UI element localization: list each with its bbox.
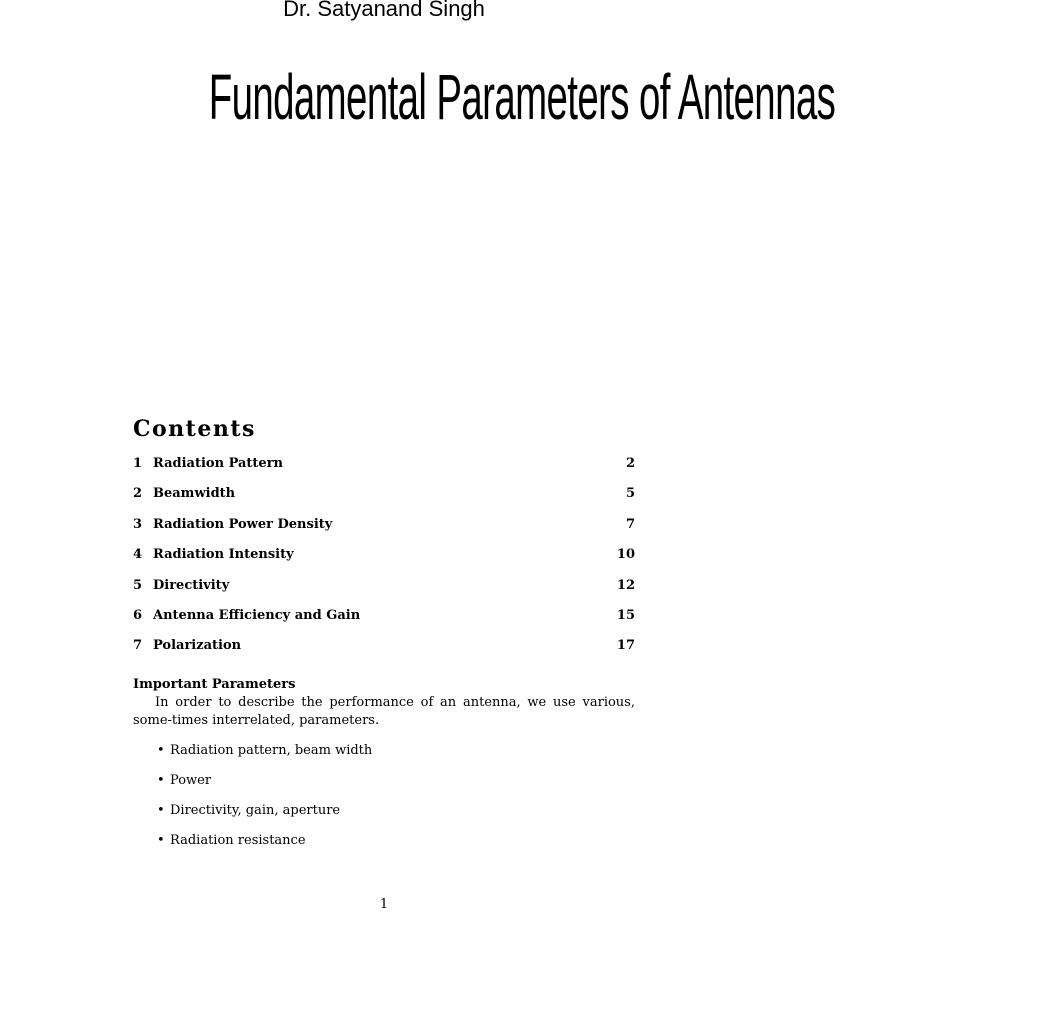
important-parameters-section (133, 676, 635, 862)
toc-entry-label: Beamwidth (153, 486, 236, 502)
toc-entry-label: Antenna Efficiency and Gain (153, 607, 361, 623)
toc-entry[interactable] (133, 482, 635, 512)
document-title-text: Fundamental Parameters of Antennas (208, 61, 836, 133)
table-of-contents (133, 452, 635, 665)
list-item-text: Directivity, gain, aperture (170, 803, 341, 818)
toc-entry-page: 15 (616, 607, 635, 623)
document-title (0, 52, 836, 142)
parameter-list (133, 742, 635, 862)
toc-entry-page: 7 (625, 516, 635, 532)
toc-entry[interactable] (133, 452, 635, 482)
toc-entry-label: Radiation Pattern (153, 456, 283, 471)
bullet-icon: • (157, 833, 165, 848)
list-item-text: Radiation pattern, beam width (170, 743, 373, 758)
bullet-icon: • (157, 803, 165, 818)
toc-entry[interactable] (133, 574, 635, 604)
toc-entry-page: 2 (625, 456, 635, 471)
toc-entry[interactable] (133, 604, 635, 634)
list-item-text: Power (170, 773, 212, 788)
list-item (157, 802, 635, 832)
page-number: 1 (379, 897, 389, 912)
toc-entry-number: 5 (133, 577, 143, 593)
toc-entry[interactable] (133, 513, 635, 543)
toc-entry-label: Radiation Power Density (153, 516, 333, 532)
toc-entry-label: Directivity (153, 577, 230, 593)
toc-entry[interactable] (133, 634, 635, 664)
toc-entry-page: 5 (625, 486, 635, 502)
toc-entry-number: 1 (133, 456, 143, 471)
toc-entry-label: Radiation Intensity (153, 547, 294, 563)
toc-entry-page: 12 (616, 577, 635, 593)
bullet-icon: • (157, 743, 165, 758)
toc-entry-page: 10 (616, 547, 635, 563)
toc-entry-number: 6 (133, 607, 143, 623)
toc-entry[interactable] (133, 543, 635, 573)
section-paragraph: In order to describe the performance of an antenna, we use various, some-times interrelated, parameters. (133, 695, 635, 728)
section-heading: Important Parameters (133, 677, 296, 692)
author-name: Dr. Satyanand Singh (283, 0, 485, 21)
toc-entry-number: 4 (133, 547, 143, 563)
list-item (157, 742, 635, 772)
list-item (157, 832, 635, 862)
toc-entry-number: 7 (133, 638, 143, 654)
toc-entry-label: Polarization (153, 638, 242, 654)
toc-entry-number: 2 (133, 486, 143, 502)
contents-heading: Contents (133, 416, 256, 442)
toc-entry-page: 17 (616, 638, 635, 654)
bullet-icon: • (157, 773, 165, 788)
list-item (157, 772, 635, 802)
toc-entry-number: 3 (133, 516, 143, 532)
list-item-text: Radiation resistance (170, 833, 306, 848)
